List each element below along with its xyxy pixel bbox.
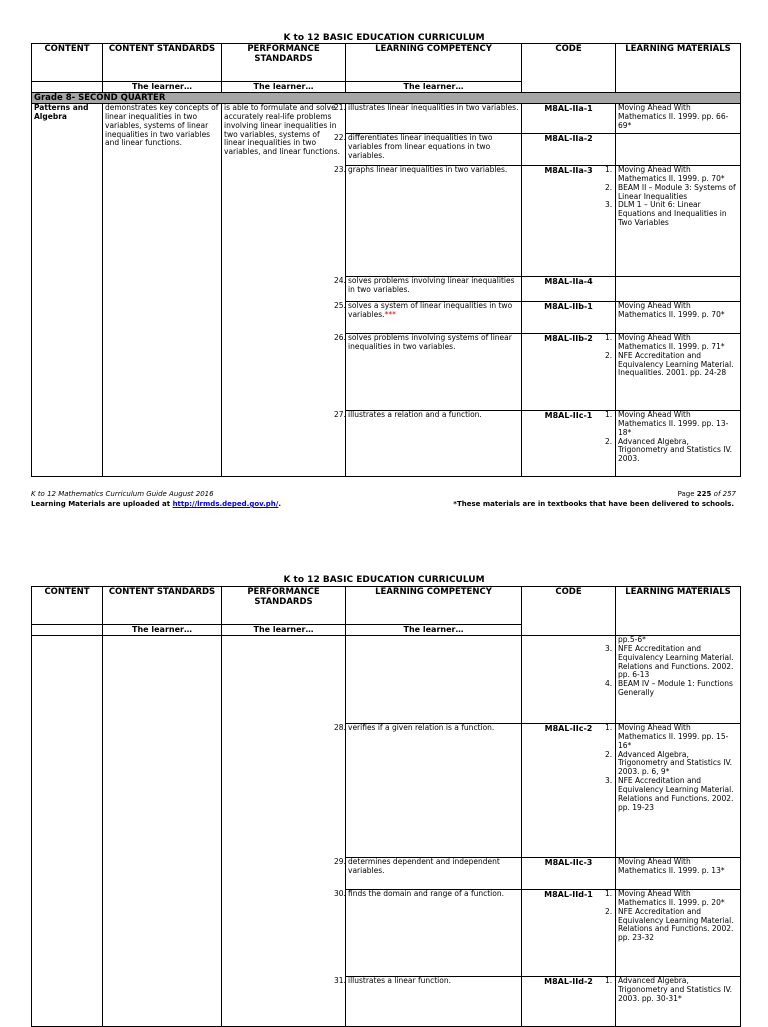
competency-code: M8AL-IIa-3 bbox=[522, 166, 616, 277]
competency-item: 27. illustrates a relation and a function. bbox=[346, 411, 522, 477]
content-area: Patterns and Algebra bbox=[32, 104, 103, 477]
quarter-banner: Grade 8- SECOND QUARTER bbox=[32, 93, 741, 104]
competency-code: M8AL-IIc-2 bbox=[522, 724, 616, 858]
learner-label: The learner… bbox=[346, 625, 522, 636]
header-learning-competency: LEARNING COMPETENCY bbox=[346, 44, 522, 82]
learning-materials-cell: 1. Advanced Algebra, Trigonometry and Statistics IV. 2003. pp. 30-31* bbox=[616, 977, 741, 1027]
competency-code: M8AL-IIc-3 bbox=[522, 858, 616, 890]
content-standard: demonstrates key concepts of linear inequalities in two variables, systems of linear inequalities in two variables and linear functions. bbox=[103, 104, 222, 477]
header-content-standards: CONTENT STANDARDS bbox=[103, 587, 222, 625]
curriculum-table-1 bbox=[31, 43, 741, 477]
competency-code: M8AL-IIa-2 bbox=[522, 134, 616, 166]
competency-item: 29. determines dependent and independent variables. bbox=[346, 858, 522, 890]
competency-item: 22. differentiates linear inequalities in two variables from linear equations in two variables. bbox=[346, 134, 522, 166]
header-learning-materials: LEARNING MATERIALS bbox=[616, 587, 741, 636]
learning-materials-cell: 1. Moving Ahead With Mathematics II. 1999. pp. 15-16* 2. Advanced Algebra, Trigonometry and Statistics IV. 2003. p. 6, 9* 3. NFE Accreditation and Equivalency Learning Material. Relations and Functions. 2002. pp. 19-23 bbox=[616, 724, 741, 858]
header-learning-materials: LEARNING MATERIALS bbox=[616, 44, 741, 93]
header-performance-standards: PERFORMANCE STANDARDS bbox=[222, 587, 346, 625]
header-code: CODE bbox=[522, 587, 616, 636]
page-title: K to 12 BASIC EDUCATION CURRICULUM bbox=[283, 575, 485, 585]
page-title: K to 12 BASIC EDUCATION CURRICULUM bbox=[283, 33, 485, 43]
header-code: CODE bbox=[522, 44, 616, 93]
performance-standard: is able to formulate and solve accurately real-life problems involving linear inequalities in two variables, systems of linear inequalities in two variables, and linear functions. bbox=[222, 104, 346, 477]
competency-item: 30. finds the domain and range of a function. bbox=[346, 890, 522, 977]
competency-code: M8AL-IIa-1 bbox=[522, 104, 616, 134]
header-content: CONTENT bbox=[32, 44, 103, 82]
competency-code: M8AL-IIb-1 bbox=[522, 302, 616, 334]
curriculum-table-2 bbox=[31, 586, 741, 1027]
competency-item: 28. verifies if a given relation is a function. bbox=[346, 724, 522, 858]
competency-item: 24. solves problems involving linear inequalities in two variables. bbox=[346, 277, 522, 302]
materials-uploaded-note: Learning Materials are uploaded at http://lrmds.deped.gov.ph/. bbox=[31, 500, 282, 508]
learner-label: The learner… bbox=[222, 82, 346, 93]
page-number: Page 225 of 257 bbox=[677, 490, 736, 498]
learning-materials-cell: Moving Ahead With Mathematics II. 1999. p. 13* bbox=[616, 858, 741, 890]
asterisk-mark: *** bbox=[384, 309, 396, 319]
header-spacer bbox=[32, 82, 103, 93]
competency-item: 25. solves a system of linear inequalities in two variables.*** bbox=[346, 302, 522, 334]
learning-materials-cell: 1. Moving Ahead With Mathematics II. 1999. p. 70* 2. BEAM II – Module 3: Systems of Linear Inequalities 3. DLM 1 – Unit 6: Linear Equations and Inequalities in Two Variables bbox=[616, 166, 741, 277]
content-area bbox=[32, 636, 103, 1027]
competency-code bbox=[522, 636, 616, 724]
curriculum-guide-footer: K to 12 Mathematics Curriculum Guide August 2016 bbox=[31, 490, 214, 498]
header-learning-competency: LEARNING COMPETENCY bbox=[346, 587, 522, 625]
learner-label: The learner… bbox=[222, 625, 346, 636]
learner-label: The learner… bbox=[346, 82, 522, 93]
learning-materials-cell bbox=[616, 134, 741, 166]
competency-item: 23. graphs linear inequalities in two variables. bbox=[346, 166, 522, 277]
competency-code: M8AL-IIc-1 bbox=[522, 411, 616, 477]
competency-code: M8AL-IId-2 bbox=[522, 977, 616, 1027]
learning-materials-cell: 1. Moving Ahead With Mathematics II. 1999. pp. 13-18* 2. Advanced Algebra, Trigonometry and Statistics IV. 2003. bbox=[616, 411, 741, 477]
learner-label: The learner… bbox=[103, 625, 222, 636]
competency-item bbox=[346, 636, 522, 724]
learner-label: The learner… bbox=[103, 82, 222, 93]
learning-materials-cell: pp.5-6* 3. NFE Accreditation and Equivalency Learning Material. Relations and Functions. 2002. pp. 6-13 4. BEAM IV – Module 1: Functions Generally bbox=[616, 636, 741, 724]
learning-materials-cell: Moving Ahead With Mathematics II. 1999. p. 70* bbox=[616, 302, 741, 334]
competency-item: 26. solves problems involving systems of linear inequalities in two variables. bbox=[346, 334, 522, 411]
learning-materials-cell: Moving Ahead With Mathematics II. 1999. pp. 66-69* bbox=[616, 104, 741, 134]
learning-materials-cell: 1. Moving Ahead With Mathematics II. 1999. p. 20* 2. NFE Accreditation and Equivalency Learning Material. Relations and Functions. 2002. pp. 23-32 bbox=[616, 890, 741, 977]
performance-standard bbox=[222, 636, 346, 1027]
textbook-note: *These materials are in textbooks that have been delivered to schools. bbox=[453, 500, 734, 508]
learning-materials-cell: 1. Moving Ahead With Mathematics II. 1999. p. 71* 2. NFE Accreditation and Equivalency Learning Material. Inequalities. 2001. pp. 24-28 bbox=[616, 334, 741, 411]
learning-materials-cell bbox=[616, 277, 741, 302]
competency-item: 21. illustrates linear inequalities in two variables. bbox=[346, 104, 522, 134]
header-performance-standards: PERFORMANCE STANDARDS bbox=[222, 44, 346, 82]
header-spacer bbox=[32, 625, 103, 636]
lrmds-link[interactable]: http://lrmds.deped.gov.ph/ bbox=[172, 500, 279, 508]
content-standard bbox=[103, 636, 222, 1027]
header-content: CONTENT bbox=[32, 587, 103, 625]
competency-item: 31. illustrates a linear function. bbox=[346, 977, 522, 1027]
competency-code: M8AL-IIa-4 bbox=[522, 277, 616, 302]
competency-code: M8AL-IIb-2 bbox=[522, 334, 616, 411]
competency-code: M8AL-IId-1 bbox=[522, 890, 616, 977]
header-content-standards: CONTENT STANDARDS bbox=[103, 44, 222, 82]
